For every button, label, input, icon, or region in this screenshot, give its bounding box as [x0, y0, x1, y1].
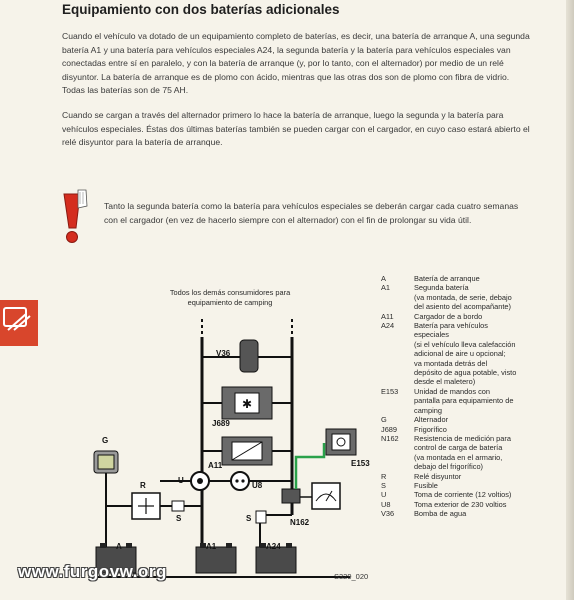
legend-key: V36 — [381, 509, 395, 519]
warning-hand-icon — [56, 188, 96, 246]
legend-desc: Fusible — [414, 480, 438, 490]
label-u: U — [178, 476, 184, 485]
label-e153: E153 — [351, 459, 370, 468]
side-chapter-tab-icon — [0, 300, 38, 346]
label-a1: A1 — [206, 542, 217, 551]
legend-row — [381, 425, 551, 434]
legend-row — [381, 490, 551, 499]
legend-row — [381, 434, 551, 472]
page-edge-shadow — [566, 0, 574, 600]
legend-desc: Relé disyuntor — [414, 471, 462, 481]
wiring-diagram — [60, 285, 380, 585]
label-s-left: S — [176, 514, 182, 523]
label-r: R — [140, 481, 146, 490]
legend-desc: Toma de corriente (12 voltios) — [414, 490, 512, 500]
legend-desc: Cargador de a bordo — [414, 311, 483, 321]
svg-text:✱: ✱ — [241, 397, 253, 411]
paragraph-1: Cuando el vehículo va dotado de un equipamiento completo de baterías, es decir, una batería de arranque A, una segunda batería A1 y una batería para vehículos especiales A24, la segunda batería y la batería para vehículos especiales van conectadas entre sí en paralelo, y con la batería de arranque (y, por lo tanto, con el alternador) por medio de un relé disyuntor. La batería de arranque es de plomo con ácido, mientras que las otras dos son de plomo con fibra de vidrio. Todas las baterías son de 75 AH. — [62, 31, 530, 95]
label-v36: V36 — [216, 349, 231, 358]
legend-key: G — [381, 415, 387, 425]
label-a11: A11 — [208, 461, 223, 470]
legend-key: N162 — [381, 433, 399, 443]
legend-row — [381, 312, 551, 321]
legend-row — [381, 472, 551, 481]
figure-reference: S329_020 — [334, 572, 369, 581]
diagram-caption: Todos los demás consumidores para equipamiento de camping — [169, 288, 291, 307]
legend-key: A11 — [381, 311, 394, 321]
legend-row — [381, 509, 551, 518]
legend-row — [381, 500, 551, 509]
legend-row — [381, 274, 551, 283]
legend-key: R — [381, 471, 387, 481]
legend-row — [381, 387, 551, 415]
legend-desc: Bomba de agua — [414, 509, 467, 519]
label-a: A — [116, 542, 122, 551]
legend-key: U8 — [381, 499, 391, 509]
legend-key: E153 — [381, 386, 399, 396]
legend-key: U — [381, 490, 387, 500]
legend-row — [381, 283, 551, 311]
legend-desc: Alternador — [414, 415, 449, 425]
label-n162: N162 — [290, 518, 310, 527]
legend-key: A — [381, 274, 386, 283]
legend-desc: Unidad de mandos con pantalla para equipamiento de camping — [414, 386, 514, 415]
legend-desc: Toma exterior de 230 voltios — [414, 499, 507, 509]
label-a24: A24 — [266, 542, 281, 551]
section-title: Equipamiento con dos baterías adicionales — [62, 2, 340, 17]
site-watermark: www.furgovw.org — [18, 562, 167, 581]
warning-note: Tanto la segunda batería como la batería para vehículos especiales se deberán cargar cada cuatro semanas con el cargador (en vez de hacerlo siempre con el alternador) con el fin de prolongar su vida útil. — [104, 201, 519, 225]
legend-row — [381, 415, 551, 424]
label-s-right: S — [246, 514, 252, 523]
legend-desc: Frigorífico — [414, 424, 447, 434]
label-j689: J689 — [212, 419, 230, 428]
legend-key: A24 — [381, 321, 395, 331]
legend-key: S — [381, 480, 386, 490]
label-u8: U8 — [252, 481, 263, 490]
legend-desc: Segunda batería (va montada, de serie, debajo del asiento del acompañante) — [414, 283, 512, 312]
legend-desc: Resistencia de medición para control de carga de batería (va montada en el armario, debajo del frigorífico) — [414, 433, 511, 472]
legend-desc: Batería de arranque — [414, 274, 480, 283]
legend-row — [381, 321, 551, 387]
legend-desc: Batería para vehículos especiales (si el vehículo lleva calefacción adicional de aire u opcional; va montada detrás del depósito de agua potable, visto desde el maletero) — [414, 321, 517, 387]
diagram-legend — [381, 274, 551, 519]
legend-row — [381, 481, 551, 490]
paragraph-2: Cuando se cargan a través del alternador primero lo hace la batería de arranque, luego la segunda y la batería para vehículos especiales. Éstas dos últimas baterías también se pueden cargar con el cargador, en cuyo caso estará abierto el relé disyuntor para la batería de arranque. — [62, 110, 530, 147]
legend-key: A1 — [381, 283, 391, 293]
legend-key: J689 — [381, 424, 398, 434]
label-g: G — [102, 436, 109, 445]
